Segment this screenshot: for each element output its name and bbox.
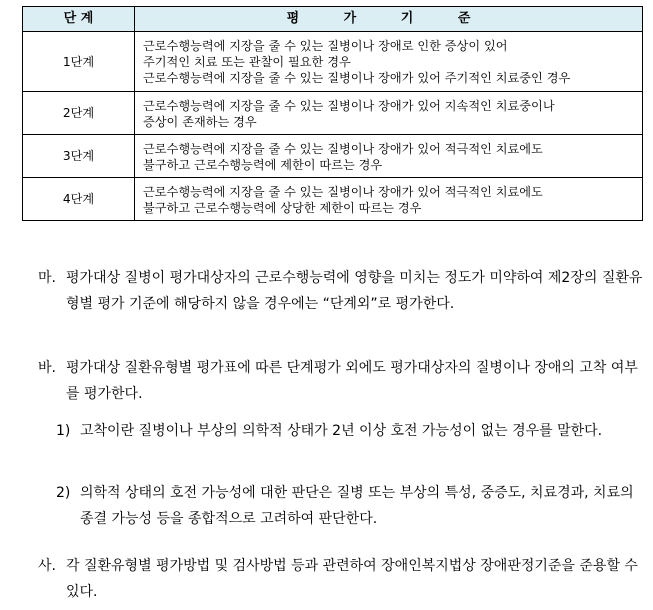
table-header-row	[23, 7, 643, 32]
header-stage: 단 계	[23, 7, 135, 32]
subparagraph-text: 의학적 상태의 호전 가능성에 대한 판단은 질병 또는 부상의 특성, 중증도, 치료경과, 치료의 종결 가능성 등을 종합적으로 고려하여 판단한다.	[80, 485, 634, 527]
table-row	[23, 178, 643, 221]
subparagraph-1	[56, 418, 648, 444]
criteria-line: 근로수행능력에 지장을 줄 수 있는 질병이나 장애가 있어 적극적인 치료에도	[143, 141, 543, 156]
criteria-line: 근로수행능력에 지장을 줄 수 있는 질병이나 장애로 인한 증상이 있어	[143, 39, 508, 53]
paragraph-ma	[38, 265, 648, 317]
subparagraph-marker: 1)	[56, 423, 71, 439]
criteria-line: 근로수행능력에 지장을 줄 수 있는 질병이나 장애가 있어 지속적인 치료중이나	[143, 98, 555, 113]
criteria-line: 증상이 존재하는 경우	[143, 114, 257, 129]
paragraph-marker: 사.	[38, 558, 56, 574]
criteria-cell	[135, 135, 643, 178]
grade-criteria-table	[22, 6, 643, 221]
table-row	[23, 92, 643, 135]
paragraph-sa	[38, 553, 648, 605]
criteria-line: 불구하고 근로수행능력에 제한이 따르는 경우	[143, 157, 383, 172]
criteria-cell	[135, 92, 643, 135]
paragraph-text: 각 질환유형별 평가방법 및 검사방법 등과 관련하여 장애인복지법상 장애판정기준을 준용할 수 있다.	[66, 558, 638, 600]
subparagraph-2	[56, 480, 648, 532]
criteria-line: 근로수행능력에 지장을 줄 수 있는 질병이나 장애가 있어 적극적인 치료에도	[143, 184, 543, 199]
criteria-cell	[135, 178, 643, 221]
criteria-cell	[135, 32, 643, 92]
subparagraph-text: 고착이란 질병이나 부상의 의학적 상태가 2년 이상 호전 가능성이 없는 경우를 말한다.	[80, 423, 603, 439]
paragraph-text: 평가대상 질병이 평가대상자의 근로수행능력에 영향을 미치는 정도가 미약하여 제2장의 질환유형별 평가 기준에 해당하지 않을 경우에는 “단계외”로 평가한다.	[66, 270, 643, 312]
paragraph-marker: 마.	[38, 270, 56, 286]
paragraph-marker: 바.	[38, 360, 56, 376]
stage-cell: 1단계	[23, 32, 135, 92]
criteria-line: 근로수행능력에 지장을 줄 수 있는 질병이나 장애가 있어 주기적인 치료중인 경우	[143, 71, 571, 85]
criteria-line: 불구하고 근로수행능력에 상당한 제한이 따르는 경우	[143, 200, 422, 215]
stage-cell: 2단계	[23, 92, 135, 135]
table-row	[23, 32, 643, 92]
stage-cell: 4단계	[23, 178, 135, 221]
subparagraph-marker: 2)	[56, 485, 71, 501]
paragraph-ba	[38, 355, 648, 407]
paragraph-text: 평가대상 질환유형별 평가표에 따른 단계평가 외에도 평가대상자의 질병이나 장애의 고착 여부를 평가한다.	[66, 360, 638, 402]
table-row	[23, 135, 643, 178]
stage-cell: 3단계	[23, 135, 135, 178]
criteria-line: 주기적인 치료 또는 관찰이 필요한 경우	[143, 55, 351, 69]
header-criteria: 평 가 기 준	[135, 7, 643, 32]
